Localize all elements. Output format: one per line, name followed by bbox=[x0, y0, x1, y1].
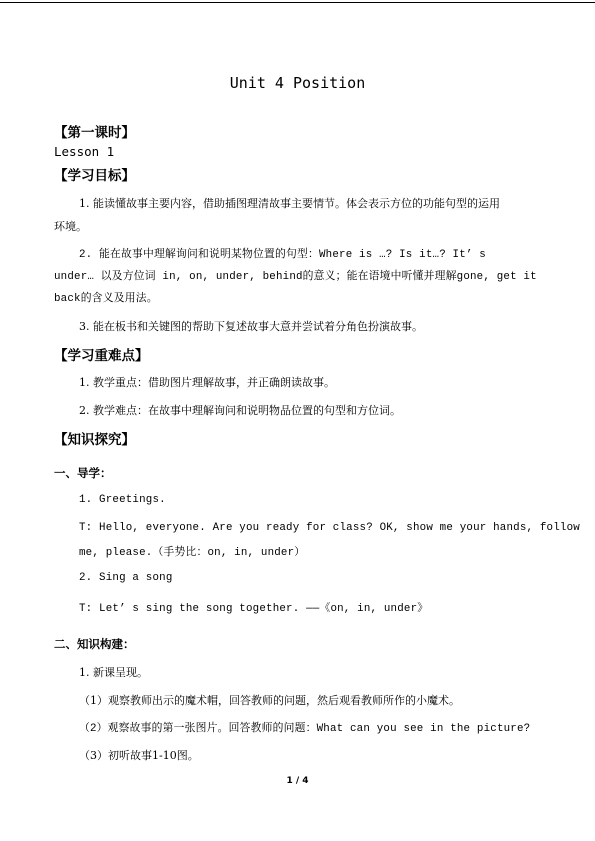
section1-line: T: Hello, everyone. Are you ready for class? OK, show me your hands, follow bbox=[79, 522, 580, 534]
section2-line: （3）初听故事1-10图。 bbox=[79, 749, 199, 762]
objective-line: 1. 能读懂故事主要内容，借助插图理清故事主要情节。体会表示方位的功能句型的运用 bbox=[79, 197, 500, 210]
section1-header: 一、导学： bbox=[54, 466, 112, 480]
section1-line: me, please.（手势比：on, in, under） bbox=[79, 547, 306, 559]
document-title: Unit 4 Position bbox=[229, 74, 366, 92]
page-number: 1 / 4 bbox=[286, 776, 309, 786]
section1-line: T: Let’ s sing the song together. ——《on, in, under》 bbox=[79, 603, 429, 615]
objective-line: under… 以及方位词 in, on, under, behind的意义；能在语境中听懂并理解gone, get it bbox=[54, 271, 537, 283]
objectives-header: 【学习目标】 bbox=[54, 168, 135, 184]
objective-line: back的含义及用法。 bbox=[54, 293, 158, 305]
section2-line: 1. 新课呈现。 bbox=[79, 666, 148, 679]
key-point-line: 2. 教学难点：在故事中理解询问和说明物品位置的句型和方位词。 bbox=[79, 404, 401, 417]
objective-line: 3. 能在板书和关键图的帮助下复述故事大意并尝试着分角色扮演故事。 bbox=[79, 320, 423, 333]
objective-line: 2. 能在故事中理解询问和说明某物位置的句型：Where is …? Is it…? It’ s bbox=[79, 249, 486, 261]
key-points-header: 【学习重难点】 bbox=[54, 348, 149, 364]
key-point-line: 1. 教学重点：借助图片理解故事，并正确朗读故事。 bbox=[79, 376, 335, 389]
lesson-header: 【第一课时】 bbox=[54, 125, 135, 141]
section2-line: （1）观察教师出示的魔术帽，回答教师的问题，然后观看教师所作的小魔术。 bbox=[79, 694, 460, 707]
objective-line: 环境。 bbox=[54, 220, 87, 233]
lesson-label: Lesson 1 bbox=[54, 144, 115, 159]
section2-header: 二、知识构建： bbox=[54, 637, 135, 651]
section1-line: 1. Greetings. bbox=[79, 494, 166, 506]
explore-header: 【知识探究】 bbox=[54, 432, 135, 448]
section1-line: 2. Sing a song bbox=[79, 572, 173, 584]
section2-line: （2）观察故事的第一张图片。回答教师的问题：What can you see in the picture? bbox=[79, 723, 531, 735]
